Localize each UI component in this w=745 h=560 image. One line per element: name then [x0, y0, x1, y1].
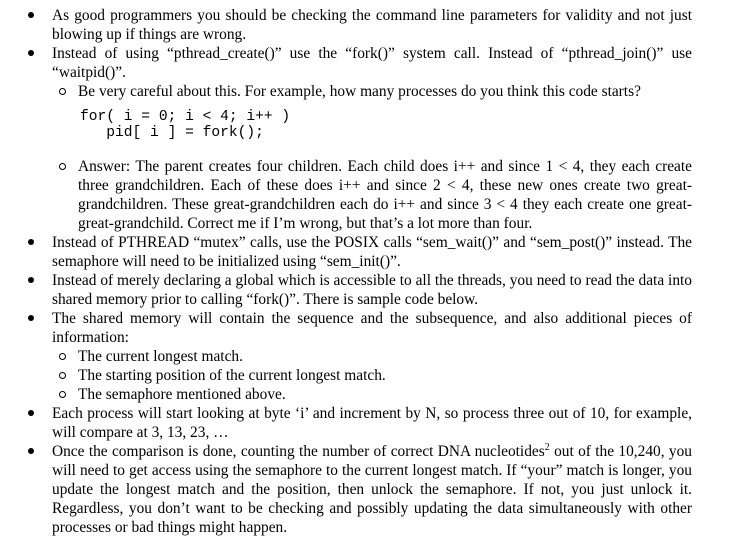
item-text: Instead of using “pthread_create()” use the “fork()” system call. Instead of “pthread_join()” use “waitpid()”. [52, 45, 692, 81]
list-item [52, 442, 692, 537]
bullet-list [0, 6, 692, 537]
sub-list-item [78, 366, 692, 385]
bullet-icon [28, 448, 34, 454]
list-item [52, 309, 692, 404]
bullet-icon [28, 239, 34, 245]
bullet-icon [28, 277, 34, 283]
sub-item-text: The current longest match. [78, 348, 243, 365]
document-body [0, 6, 745, 537]
item-text: Each process will start looking at byte ‘i’ and increment by N, so process three out of 10, for example, will compare at 3, 13, 23, … [52, 405, 692, 441]
bullet-icon [28, 50, 34, 56]
sub-list-item [78, 347, 692, 366]
list-item [52, 271, 692, 309]
sub-list [52, 347, 692, 404]
item-text: As good programmers you should be checking the command line parameters for validity and not just blowing up if things are wrong. [52, 7, 692, 43]
code-line: pid[ i ] = fork(); [80, 125, 264, 141]
circle-bullet-icon [59, 391, 66, 398]
sub-list-item [78, 157, 692, 233]
bullet-icon [28, 315, 34, 321]
sub-item-text: Be very careful about this. For example, how many processes do you think this code starts? [78, 83, 641, 100]
footnote-marker: 2 [544, 441, 550, 453]
item-text: Instead of merely declaring a global which is accessible to all the threads, you need to read the data into shared memory prior to calling “fork()”. There is sample code below. [52, 272, 692, 308]
sub-list [52, 82, 692, 233]
circle-bullet-icon [59, 163, 66, 170]
sub-list-item [78, 82, 692, 141]
sub-list-item [78, 385, 692, 404]
list-item [52, 44, 692, 233]
bullet-icon [28, 12, 34, 18]
list-item [52, 233, 692, 271]
item-text: out of the 10,240, you will need to get access using the semaphore to the current longest match. If “your” match is longer, you update the longest match and the position, then unlock the semaphore. If not, you just unlock it. Regardless, you don’t want to be checking and possibly updating the data simultaneously with other processes or bad things might happen. [52, 443, 692, 536]
sub-item-text: Answer: The parent creates four children. Each child does i++ and since 1 < 4, they each create three grandchildren. Each of these does i++ and since 2 < 4, these new ones create two great-grandchildren. These great-grandchildren each do i++ and since 3 < 4 they each create one great-great-grandchild. Correct me if I’m wrong, but that’s a lot more than four. [78, 158, 692, 232]
code-block [78, 109, 692, 141]
list-item [52, 6, 692, 44]
item-text: Once the comparison is done, counting the number of correct DNA nucleotides [52, 443, 545, 460]
bullet-icon [28, 410, 34, 416]
code-line: for( i = 0; i < 4; i++ ) [80, 109, 291, 125]
sub-item-text: The starting position of the current longest match. [78, 367, 386, 384]
circle-bullet-icon [59, 353, 66, 360]
circle-bullet-icon [59, 372, 66, 379]
item-text: The shared memory will contain the sequence and the subsequence, and also additional pieces of information: [52, 310, 692, 346]
list-item [52, 404, 692, 442]
sub-item-text: The semaphore mentioned above. [78, 386, 286, 403]
circle-bullet-icon [59, 88, 66, 95]
item-text: Instead of PTHREAD “mutex” calls, use the POSIX calls “sem_wait()” and “sem_post()” instead. The semaphore will need to be initialized using “sem_init()”. [52, 234, 692, 270]
